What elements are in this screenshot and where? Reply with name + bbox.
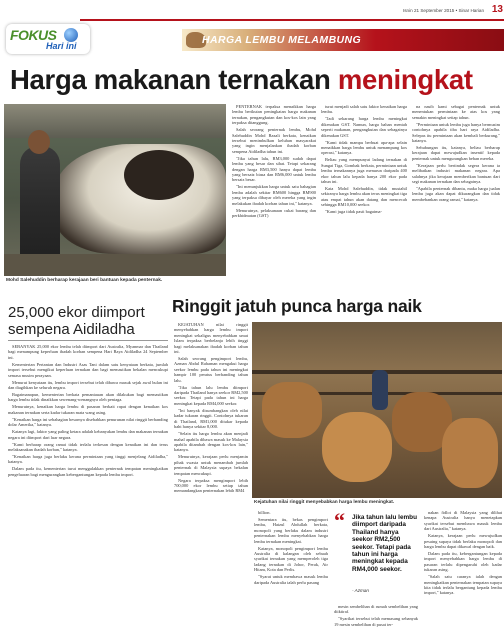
paragraph: Menurut kenyataan itu, lembu import tersebut telah dibawa masuk sejak awal bulan ini dan diagihkan ke seluruh negara.: [8, 379, 168, 391]
paragraph: "Jika tahun lalu lembu diimport daripada Thailand hanya seekor RM2,500 seekor. Tetapi pada tahun ini harga meningkat kepada RM4,000 seekor.: [174, 384, 248, 406]
story3-col3: [334, 604, 418, 638]
paragraph: Salah seorang penternak lembu, Mohd Salehuddin Mohd Razali berkata, kenaikan tersebut menimbulkan keluhan masyarakat yang ingin menjalankan ibadah korban sempena Aidiladha tahun ini.: [232, 127, 316, 154]
story1-col2: [321, 104, 407, 292]
paragraph: "Apabila penternak dibantu, maka harga jualan lembu juga akan dapat dikurangkan dan tidak membebankan orang ramai," katanya.: [412, 186, 500, 202]
cow-1: [262, 382, 322, 438]
logo-sub: Hari ini: [46, 41, 77, 51]
quote-attribution: - Azman: [352, 588, 369, 593]
section-banner: [182, 29, 504, 51]
story2-body: [8, 344, 168, 636]
paragraph: Beliau yang mempunyai ladang ternakan di Sungai Tiga, Gombak berkata, permintaan untuk lembu ternakannya juga menurun daripada 400 ekor tahun lalu kepada hanya 200 ekor pada tahun ini.: [321, 157, 407, 185]
paragraph: "Permintaan untuk lembu juga hanya bermusim contohnya apabila tiba hari raya Aidiladha. Selepas itu permintaan akan kembali berkurang," katanya.: [412, 121, 500, 144]
fokus-logo: [6, 24, 90, 54]
paragraph: "Kerajaan perlu bertindak segera kerana ia melibatkan industri makanan negara. Apa salahnya jika kerajaan memberikan bantuan dari segi makanan ternakan dan sebagainya.: [412, 162, 500, 185]
farmer-figure: [20, 146, 60, 270]
ground: [4, 254, 226, 276]
farmer-cow-photo: [4, 104, 226, 276]
paragraph: "Kenaikan harga ini sebahagian besarnya disebabkan penurunan nilai ringgit berbanding dolar Amerika," katanya.: [8, 416, 168, 428]
paragraph: "Kami juga tidak pasti bagaima-: [325, 209, 382, 215]
headline-red: meningkat: [337, 64, 473, 95]
paragraph: "Jika tahun lalu, RM3,000 sudah dapat lembu yang besar dan sihat. Tetapi sekarang dengan harga RM3,500 hanya dapat lembu yang bersaiz biasa dan RM6,000 untuk lembu bersaiz besar.: [232, 155, 316, 183]
paragraph: mesin sembelihan di rumah sembelihan yang diiktiraf.: [334, 604, 418, 615]
pull-quote: [334, 510, 418, 600]
paragraph: "Kami berharap orang ramai tidak terlalu terkesan dengan kenaikan ini dan terus melaksanakan ibadah korban," katanya.: [8, 441, 168, 453]
paragraph: "Kami tidak mampu berbuat apa-apa selain menaikkan harga lembu untuk menampung kos operasi," katanya.: [321, 139, 407, 156]
story2-title: 25,000 ekor diimport sempena Aidiladha: [8, 304, 145, 338]
section-title: HARGA LEMBU MELAMBUNG: [202, 34, 362, 46]
logo-main: FOKUS: [10, 27, 57, 43]
paragraph: "Selain itu harga lembu akan menjadi mahal apabila dibawa masuk ke Malaysia apabila ditambah dengan kos-kos lain," katanya.: [174, 431, 248, 453]
quote-text: Jika tahun lalu lembu diimport daripada Thailand hanya seekor RM2,500 seekor. Tetapi pada tahun ini harga meningkat kepada RM4,000 seekor.: [352, 514, 417, 573]
paragraph: Katanya, monopoli pengimport lembu Australia di kalangan oleh sebuah syarikat ternakan yang memperoleh tiga ladang ternakan di Johor, Perak, Air Hitam, Kota dan Perlis.: [254, 545, 328, 573]
globe-icon: [64, 28, 78, 42]
main-headline: [10, 64, 500, 96]
worker-figure: [372, 370, 388, 410]
paragraph: Dalam pada itu, kebergantungan kepada import menyebabkan harga lembu di pasaran terlalu dipengaruhi oleh kadar tukaran asing.: [424, 551, 502, 573]
paragraph: "Ini menunjukkan harga untuk satu bahagian lembu adalah sekitar RM600 hingga RM900 yang terpaksa dibayar oleh mereka yang ingin melakukan ibadah korban tahun ini," katanya.: [232, 184, 316, 206]
quote-mark-icon: “: [334, 508, 345, 533]
paragraph: Katanya lagi, faktor yang paling ketara adalah kebanyakan lembu dan makanan ternakan negara ini diimport dari luar negara.: [8, 429, 168, 440]
paragraph: na nasib kami sebagai penternak untuk menentukan permintaan ke atas kos yang semakin meningkat setiap tahun.: [412, 104, 500, 120]
cow-2: [322, 412, 392, 482]
paragraph: Dalam pada itu, kementerian turut menggalakkan penternak tempatan meningkatkan pengeluaran bagi mengurangkan kebergantungan kepada lembu import.: [8, 466, 168, 477]
paragraph: "Syarikat tersebut telah memasang sebanyak 19 mesin sembelihan di pusat ter-: [334, 616, 418, 627]
photo2-caption: Kejatuhan nilai ringgit menyebabkan harga lembu meningkat.: [254, 500, 395, 505]
paragraph: Negara terpaksa mengimport lebih 700,000 ekor lembu setiap tahun memandangkan penternakan lebih RM4: [174, 477, 248, 494]
paragraph: Menurutnya, pelaksanaan cukai barang dan perkhidmatan (GST): [232, 207, 316, 219]
page-number: 13: [491, 4, 503, 15]
cattle-pen-photo: [252, 322, 502, 498]
paragraph: Sementara itu, bekas pengimport lembu, Haizul Abdullah berkata, monopoli yang berlaku dalam industri penternakan lembu menyebabkan harga lembu ternakan meningkat.: [254, 517, 328, 544]
paragraph: Menurutnya, kenaikan harga lembu di pasaran berkait rapat dengan kenaikan kos makanan ternakan serta kadar tukaran mata wang asing.: [8, 404, 168, 415]
story1-col3: [412, 104, 500, 296]
paragraph: Kata Mohd Salehuddin, tidak mustahil sekiranya harga lembu akan terus meningkat tiga atau empat tahun akan datang dan mencecah sehingga RM10,000 seekor.: [321, 186, 407, 208]
paragraph: billion.: [258, 510, 271, 515]
farmer-head: [28, 130, 50, 154]
paragraph: nakan fidlot di Malaysia yang dilihat kenapa Australia hanya menetapkan syarikat tersebut membawa masuk lembu dari Australia," katanya.: [424, 510, 502, 532]
paragraph: "Ini banyak disumbangkan oleh nilai kadar tukaran ringgit. Contohnya tukaran di Thailand, RM1,000 ditukar kepada baht hanya sekitar 8,000.: [174, 407, 248, 430]
paragraph: Bagaimanapun, kementerian berkata pemantauan akan dilakukan bagi memastikan harga lembu tidak dinaikkan sewenang-wenangnya oleh peniaga.: [8, 392, 168, 403]
paragraph: Menurutnya, kerajaan perlu menjamin pihak swasta untuk menambah jumlah penternak di Malaysia supaya bekalan tempatan mencukupi.: [174, 454, 248, 476]
paragraph: turut menjadi salah satu faktor kenaikan harga lembu.: [321, 104, 407, 115]
photo-caption: Mohd Salehuddin berharap kerajaan beri bantuan kepada penternak.: [6, 278, 163, 283]
date-line: Isnin 21 September 2015 • Sinar Harian: [402, 8, 484, 13]
page-header: [0, 0, 504, 56]
paragraph: Sehubungan itu, katanya, beliau berharap kerajaan dapat mewujudkan insentif kepada penternak untuk mengurangkan beban mereka.: [412, 145, 500, 161]
paragraph: "Syarat untuk membawa masuk lembu daripada Australia ialah perlu pasang: [254, 574, 328, 585]
paragraph: "Salah satu caranya ialah dengan meningkatkan penternakan tempatan supaya kita tidak terlalu bergantung kepada lembu import," katanya.: [424, 574, 502, 596]
paragraph: Salah seorang pengimport lembu, Azman Abdul Rahaman mengakui harga seekor lembu pada tahun ini meningkat hampir 100 peratus berbanding tahun lalu.: [174, 356, 248, 383]
paragraph: Kementerian Pertanian dan Industri Asas Tani dalam satu kenyataan berkata, jumlah import tersebut mengikut keperluan ternakan dan bagi memastikan bekalan mencukupi semasa musim perayaan.: [8, 361, 168, 378]
story3-col2: [254, 510, 328, 638]
header-rule: [80, 19, 504, 21]
story3-col1: [174, 322, 248, 510]
story2-rule: [8, 340, 168, 341]
paragraph: SEBANYAK 25,000 ekor lembu telah diimport dari Australia, Myanmar dan Thailand bagi menampung keperluan ibadah korban sempena Hari Raya Aidiladha 24 September ini.: [8, 344, 168, 360]
story1-col1: [232, 104, 316, 296]
paragraph: PENTERNAK terpaksa menaikkan harga lembu berikutan peningkatan harga makanan ternakan, pengangkutan dan kos-kos lain yang terpaksa ditanggung.: [232, 104, 316, 126]
story3-col4: [424, 510, 502, 638]
story3-title: Ringgit jatuh punca harga naik: [172, 296, 422, 316]
headline-black: Harga makanan ternakan: [10, 64, 331, 95]
cow-4: [442, 418, 498, 488]
paragraph: "Jadi sekarang harga lembu meningkat dikenakan GST. Namun, harga bahan mentah seperti makanan, pengangkutan dan sebagainya dikenakan GST.: [321, 116, 407, 138]
paragraph: "Kenaikan harga juga berlaku kerana permintaan yang tinggi menjelang Aidiladha," katanya.: [8, 454, 168, 465]
paragraph: KEJATUHAN nilai ringgit menyebabkan harga lembu import meningkat sekaligus menyebabkan umat Islam terpaksa berbelanja lebih tinggi bagi melaksanakan ibadah korban tahun ini.: [174, 322, 248, 355]
paragraph: Katanya, kerajaan perlu mewujudkan pesaing supaya tidak berlaku monopoli dan harga lembu dapat dikawal dengan baik.: [424, 533, 502, 550]
cow-patch: [124, 150, 194, 200]
